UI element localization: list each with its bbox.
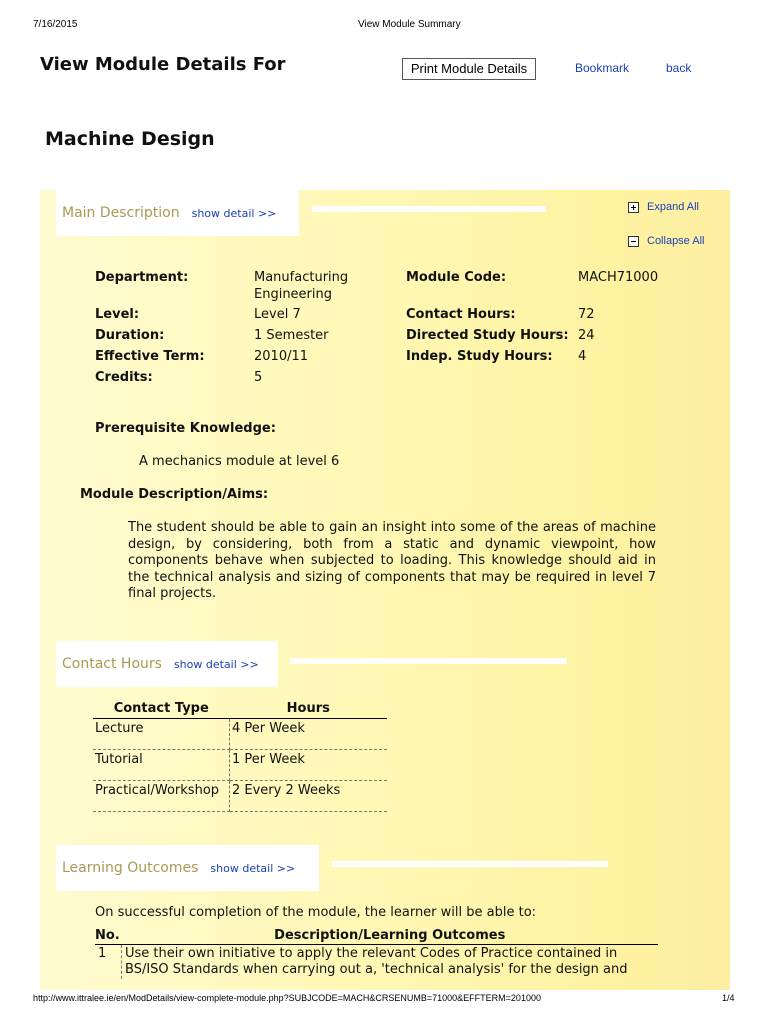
bookmark-link[interactable]: Bookmark <box>575 61 630 75</box>
table-row <box>95 945 658 980</box>
indep-study-hours-label: Indep. Study Hours: <box>406 349 553 364</box>
contact-hours-label: Contact Hours: <box>406 307 516 322</box>
duration-label: Duration: <box>95 328 165 343</box>
section-divider <box>312 206 546 212</box>
contact-type-cell: Tutorial <box>93 750 230 781</box>
minus-box-icon <box>628 236 639 247</box>
department-value-line2: Engineering <box>254 287 332 302</box>
outcome-text: Use their own initiative to apply the relevant Codes of Practice contained in BS/ISO Standards when carrying out a, 'technical analysis' for the design and <box>125 946 628 977</box>
learning-outcomes-show-detail-link[interactable]: show detail >> <box>210 861 296 875</box>
collapse-all-control[interactable] <box>628 235 704 247</box>
print-title: View Module Summary <box>358 19 461 30</box>
number-header: No. <box>95 927 120 943</box>
page-number: 1/4 <box>722 993 735 1003</box>
prerequisite-label: Prerequisite Knowledge: <box>95 421 276 436</box>
duration-value: 1 Semester <box>254 328 329 343</box>
contact-type-cell: Lecture <box>93 719 230 750</box>
effective-term-label: Effective Term: <box>95 349 205 364</box>
hours-cell: 1 Per Week <box>230 750 388 781</box>
hours-header: Hours <box>230 698 388 719</box>
contact-hours-value: 72 <box>578 307 595 322</box>
contact-type-cell: Practical/Workshop <box>93 781 230 812</box>
hours-cell: 2 Every 2 Weeks <box>230 781 388 812</box>
contact-hours-title: Contact Hours <box>62 656 162 672</box>
level-value: Level 7 <box>254 307 301 322</box>
department-value-line1: Manufacturing <box>254 270 349 285</box>
learning-outcomes-table <box>95 926 658 979</box>
directed-study-hours-value: 24 <box>578 328 595 343</box>
table-row <box>93 781 387 812</box>
table-row <box>93 719 387 750</box>
module-code-value: MACH71000 <box>578 270 659 285</box>
indep-study-hours-value: 4 <box>578 349 587 364</box>
hours-cell: 4 Per Week <box>230 719 388 750</box>
print-date: 7/16/2015 <box>33 19 78 30</box>
learning-outcomes-title: Learning Outcomes <box>62 860 199 876</box>
contact-hours-header <box>56 641 278 687</box>
module-aims-text: The student should be able to gain an insight into some of the areas of machine design, by considering, both from a static and dynamic viewpoint, how components behave when subjected to loading. This knowledge should aid in the technical analysis and sizing of components that may be required in level 7 final projects. <box>128 520 656 601</box>
learning-outcomes-intro: On successful completion of the module, the learner will be able to: <box>95 905 537 920</box>
credits-label: Credits: <box>95 370 153 385</box>
main-description-header <box>56 190 299 236</box>
prerequisite-value: A mechanics module at level 6 <box>139 454 340 469</box>
contact-hours-show-detail-link[interactable]: show detail >> <box>173 657 259 671</box>
table-row <box>93 750 387 781</box>
section-divider <box>290 658 567 664</box>
description-header: Description/Learning Outcomes <box>122 926 659 945</box>
expand-all-label: Expand All <box>647 201 699 213</box>
section-divider <box>332 861 608 867</box>
page-title: View Module Details For <box>40 54 286 75</box>
print-module-details-button[interactable]: Print Module Details <box>402 58 536 80</box>
main-description-show-detail-link[interactable]: show detail >> <box>191 206 277 220</box>
contact-hours-table <box>93 698 387 812</box>
print-url: http://www.ittralee.ie/en/ModDetails/view-complete-module.php?SUBJCODE=MACH&CRSENUMB=71000&EFFTERM=201000 <box>33 993 541 1003</box>
learning-outcomes-header <box>56 845 319 891</box>
expand-all-control[interactable] <box>628 201 699 213</box>
outcome-number: 1 <box>95 945 122 980</box>
back-link[interactable]: back <box>666 61 692 75</box>
directed-study-hours-label: Directed Study Hours: <box>406 328 569 343</box>
module-name: Machine Design <box>45 128 215 150</box>
contact-type-header: Contact Type <box>93 698 230 719</box>
level-label: Level: <box>95 307 140 322</box>
effective-term-value: 2010/11 <box>254 349 309 364</box>
main-description-title: Main Description <box>62 205 180 221</box>
module-code-label: Module Code: <box>406 270 507 285</box>
plus-box-icon <box>628 202 639 213</box>
module-aims-label: Module Description/Aims: <box>80 487 269 502</box>
credits-value: 5 <box>254 370 263 385</box>
collapse-all-label: Collapse All <box>647 235 705 247</box>
department-label: Department: <box>95 270 189 285</box>
